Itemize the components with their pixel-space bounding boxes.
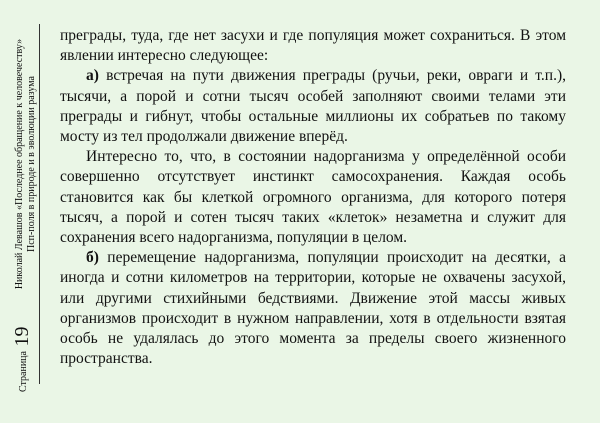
list-marker-b: б) <box>86 249 99 267</box>
paragraph-4-text: перемещение надорганизма, популяции происходит на десятки, а иногда и сотни километров на территории, которые не охвачены засухой, или другими стихийными бедствиями. Движение этой массы живых организмов происходит в нужном направлении, хотя в отдельности взятая особь не удалялась до этого момента за пределы своего жизненного пространства. <box>60 249 566 368</box>
chapter-line: Псп-поля в природе и в эволюции разума <box>26 76 37 252</box>
paragraph-1: преграды, туда, где нет засухи и где популяция может сохраниться. В этом явлении интересно следующее: <box>60 27 566 65</box>
paragraph-2 <box>60 66 566 147</box>
paragraph-4 <box>60 248 566 369</box>
paragraph-2-text: встречая на пути движения преграды (ручьи, реки, овраги и т.п.), тысячи, а порой и сотни тысяч особей заполняют своими телами эти преграды и гибнут, чтобы остальные миллионы их собратьев по такому мосту из тел продолжали движение вперёд. <box>60 67 566 146</box>
page-word: Страница <box>18 351 29 392</box>
author-line: Николай Левашов «Последнее обращение к человечеству» <box>14 38 25 290</box>
page-label <box>11 326 33 392</box>
list-marker-a: а) <box>86 67 99 85</box>
paragraph-3: Интересно то, что, в состоянии надорганизма у определённой особи совершенно отсутствует инстинкт самосохранения. Каждая особь становится как бы клеткой огромного организма, для которого потеря тысяч, а порой и сотен тысяч таких «клеток» незаметна и служит для сохранения всего надорганизма, популяции в целом. <box>60 148 566 247</box>
running-header <box>14 14 38 314</box>
page-number: 19 <box>11 326 33 347</box>
rotated-margin-text <box>2 12 42 392</box>
body-text <box>60 26 566 369</box>
margin-sidebar <box>0 0 44 423</box>
